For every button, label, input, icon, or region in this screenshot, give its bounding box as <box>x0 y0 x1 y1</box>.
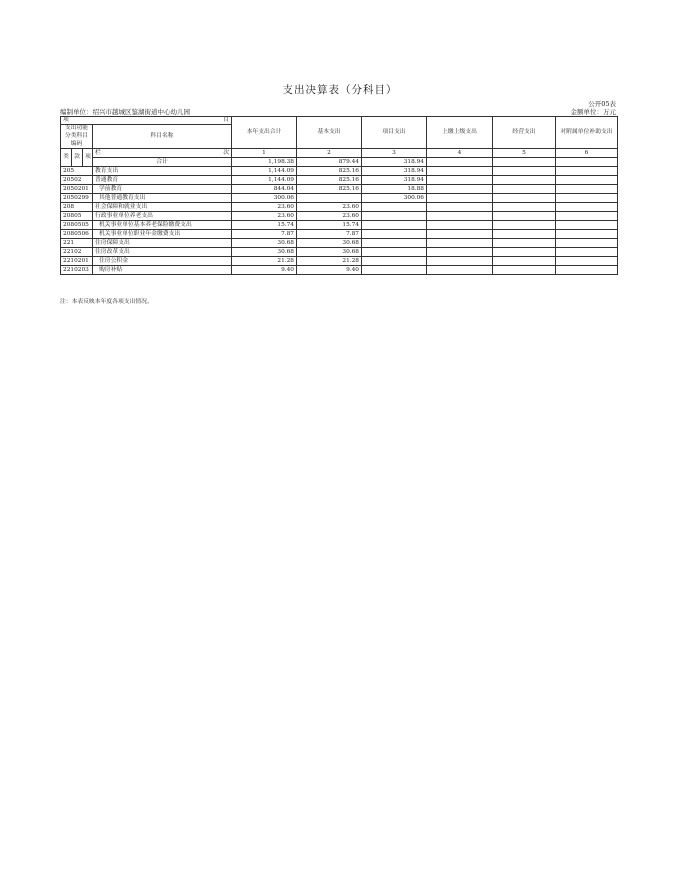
col-header-6: 对附属单位补助支出 <box>556 117 618 149</box>
row-name: 购房补贴 <box>93 266 232 275</box>
row-value: 30.68 <box>297 239 362 248</box>
row-code: 2050299 <box>61 194 93 203</box>
row-value <box>556 176 618 185</box>
row-name: 教育支出 <box>93 167 232 176</box>
unit-label: 编制单位：绍兴市越城区鉴湖街道中心幼儿园 <box>60 108 190 116</box>
row-code: 2210201 <box>61 257 93 266</box>
row-value <box>556 167 618 176</box>
row-value <box>493 257 556 266</box>
row-code: 20502 <box>61 176 93 185</box>
total-label: 合计 <box>93 158 232 167</box>
row-value <box>493 212 556 221</box>
row-value <box>493 194 556 203</box>
row-value: 23.60 <box>297 203 362 212</box>
row-value <box>493 266 556 275</box>
row-value: 9.40 <box>232 266 297 275</box>
row-value <box>556 257 618 266</box>
column-number-row <box>61 149 618 158</box>
table-row <box>61 230 618 239</box>
row-value: 7.87 <box>232 230 297 239</box>
table-row <box>61 212 618 221</box>
table-row <box>61 167 618 176</box>
row-value <box>362 239 427 248</box>
row-value <box>297 194 362 203</box>
row-value <box>427 239 493 248</box>
row-value <box>362 203 427 212</box>
row-value: 21.28 <box>232 257 297 266</box>
table-row <box>61 257 618 266</box>
row-name: 住房公积金 <box>93 257 232 266</box>
col-number: 2 <box>297 149 362 158</box>
expenditure-table <box>60 116 618 275</box>
row-code: 2050201 <box>61 185 93 194</box>
row-value <box>556 185 618 194</box>
total-value: 1,198.38 <box>232 158 297 167</box>
col-header-3: 项目支出 <box>362 117 427 149</box>
table-row <box>61 176 618 185</box>
row-name: 普通教育 <box>93 176 232 185</box>
total-value: 879.44 <box>297 158 362 167</box>
row-value: 30.68 <box>232 239 297 248</box>
row-value <box>556 248 618 257</box>
row-value <box>556 212 618 221</box>
name-label: 科目名称 <box>93 125 232 149</box>
row-value: 844.04 <box>232 185 297 194</box>
row-value <box>493 221 556 230</box>
table-row <box>61 239 618 248</box>
col-number: 4 <box>427 149 493 158</box>
row-value: 21.28 <box>297 257 362 266</box>
row-value: 23.60 <box>232 212 297 221</box>
row-name: 其他普通教育支出 <box>93 194 232 203</box>
row-value <box>493 167 556 176</box>
footnote: 注：本表反映本年度各项支出情况。 <box>60 299 153 305</box>
row-value: 825.16 <box>297 167 362 176</box>
meta-row <box>60 107 616 116</box>
row-value <box>427 221 493 230</box>
xiang-label: 项 <box>83 149 93 167</box>
header-row-1 <box>61 117 618 125</box>
col-header-1: 本年支出合计 <box>232 117 297 149</box>
code-label: 支出功能分类科目编码 <box>61 125 93 149</box>
row-value: 1,144.09 <box>232 176 297 185</box>
lan-ci-label: 栏 次 <box>93 149 232 158</box>
row-value: 300.06 <box>232 194 297 203</box>
row-value: 300.06 <box>362 194 427 203</box>
row-code: 22102 <box>61 248 93 257</box>
row-value <box>427 176 493 185</box>
row-value <box>362 221 427 230</box>
row-value <box>493 176 556 185</box>
row-value <box>556 194 618 203</box>
header-xiang-mu: 项 目 <box>61 117 232 125</box>
amount-unit: 金额单位：万元 <box>570 108 616 116</box>
col-number: 3 <box>362 149 427 158</box>
row-value <box>427 257 493 266</box>
row-value <box>362 266 427 275</box>
row-value <box>427 185 493 194</box>
table-row <box>61 185 618 194</box>
row-value: 15.74 <box>297 221 362 230</box>
row-value: 7.87 <box>297 230 362 239</box>
kuan-label: 款 <box>72 149 83 167</box>
row-value <box>556 266 618 275</box>
col-number: 6 <box>556 149 618 158</box>
row-code: 20805 <box>61 212 93 221</box>
row-value <box>493 239 556 248</box>
row-value <box>556 230 618 239</box>
row-value <box>362 212 427 221</box>
row-name: 住房保障支出 <box>93 239 232 248</box>
row-value: 15.74 <box>232 221 297 230</box>
page-title: 支出决算表（分科目） <box>282 84 398 96</box>
row-value <box>362 230 427 239</box>
row-value: 23.60 <box>232 203 297 212</box>
row-value: 318.94 <box>362 167 427 176</box>
form-code: 公开05表 <box>588 100 616 108</box>
row-value <box>362 257 427 266</box>
table-row <box>61 221 618 230</box>
row-value <box>556 239 618 248</box>
row-value: 825.16 <box>297 176 362 185</box>
row-name: 住房改革支出 <box>93 248 232 257</box>
total-value <box>427 158 493 167</box>
row-value: 318.94 <box>362 176 427 185</box>
total-value: 318.94 <box>362 158 427 167</box>
row-name: 行政事业单位养老支出 <box>93 212 232 221</box>
row-code: 2080505 <box>61 221 93 230</box>
row-value <box>427 266 493 275</box>
row-value <box>427 167 493 176</box>
table-row <box>61 203 618 212</box>
row-value <box>427 212 493 221</box>
row-value: 30.68 <box>232 248 297 257</box>
row-value <box>427 230 493 239</box>
table-row <box>61 248 618 257</box>
col-number: 1 <box>232 149 297 158</box>
row-code: 208 <box>61 203 93 212</box>
row-name: 社会保障和就业支出 <box>93 203 232 212</box>
total-row <box>61 158 618 167</box>
row-name: 机关事业单位职业年金缴费支出 <box>93 230 232 239</box>
row-value: 9.40 <box>297 266 362 275</box>
row-value <box>556 203 618 212</box>
row-code: 2210203 <box>61 266 93 275</box>
row-name: 学前教育 <box>93 185 232 194</box>
col-header-4: 上缴上级支出 <box>427 117 493 149</box>
row-code: 2080506 <box>61 230 93 239</box>
table-row <box>61 194 618 203</box>
col-header-5: 经营支出 <box>493 117 556 149</box>
row-value: 825.16 <box>297 185 362 194</box>
row-value <box>556 221 618 230</box>
row-value <box>493 203 556 212</box>
col-number: 5 <box>493 149 556 158</box>
row-value: 1,144.09 <box>232 167 297 176</box>
row-value <box>427 248 493 257</box>
row-value <box>493 230 556 239</box>
row-name: 机关事业单位基本养老保险缴费支出 <box>93 221 232 230</box>
row-value <box>427 194 493 203</box>
row-value: 30.68 <box>297 248 362 257</box>
total-value <box>493 158 556 167</box>
row-value <box>493 248 556 257</box>
row-value <box>493 185 556 194</box>
table-row <box>61 266 618 275</box>
row-code: 221 <box>61 239 93 248</box>
row-value <box>362 248 427 257</box>
total-value <box>556 158 618 167</box>
row-value: 18.88 <box>362 185 427 194</box>
col-header-2: 基本支出 <box>297 117 362 149</box>
lei-label: 类 <box>61 149 72 167</box>
row-code: 205 <box>61 167 93 176</box>
row-value: 23.60 <box>297 212 362 221</box>
row-value <box>427 203 493 212</box>
